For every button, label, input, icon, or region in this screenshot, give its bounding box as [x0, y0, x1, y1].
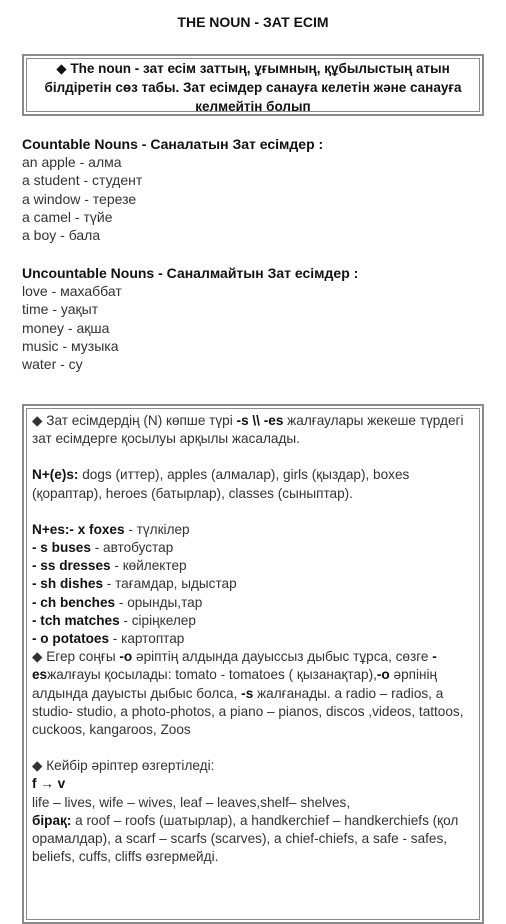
- o-rule: [32, 648, 474, 739]
- list-item: water - су: [22, 356, 83, 373]
- ending-text: - картоптар: [109, 631, 185, 647]
- intro-suffix: -s \\ -es: [236, 413, 284, 428]
- list-item: a window - терезе: [22, 190, 137, 207]
- ending-row: [32, 612, 474, 630]
- ending-row: [32, 594, 474, 612]
- ending-text: - орынды,тар: [115, 594, 203, 610]
- uncountable-section: [22, 264, 482, 373]
- o-rule-text: әріптің алдында дауыссыз дыбыс тұрса, сөзге: [132, 649, 433, 665]
- list-item: a boy - бала: [22, 227, 101, 244]
- ending-label: - ch benches: [32, 594, 116, 610]
- intro-text: ◆ Зат есімдердің (N) көпше түрі: [32, 413, 237, 428]
- list-item: music - музыка: [22, 337, 119, 354]
- o-rule-text: әрпінің алдында дауысты дыбыс болса,: [32, 667, 438, 701]
- o-rule-suffix: -о: [119, 649, 133, 665]
- ending-row: [32, 575, 474, 593]
- change-intro: ◆ Кейбір әріптер өзгертіледі:: [32, 758, 215, 774]
- list-item: a camel - түйе: [22, 208, 113, 225]
- but-rule: [32, 812, 474, 867]
- rule-x: [32, 521, 474, 539]
- change-rule: [32, 775, 474, 793]
- rule-label: N+es:- x foxes: [32, 521, 125, 537]
- ending-text: - тағамдар, ыдыстар: [103, 576, 237, 592]
- o-rule-suffix: -s: [241, 685, 254, 701]
- rule-text: dogs (иттер), apples (алмалар), girls (қыздар), boxes (қораптар), heroes (батырлар), classes (сыныптар).: [32, 467, 410, 501]
- o-rule-text: ◆ Егер соңғы: [32, 649, 120, 665]
- definition-text: ◆ The noun - зат есім заттың, ұғымның, құбылыстың атын білдіретін сөз табы. Зат есімдер санауға келетін және санауға келмейтін болып: [44, 61, 462, 114]
- but-label: бірақ:: [32, 812, 72, 828]
- change-examples: life – lives, wife – wives, leaf – leaves,shelf– shelves,: [32, 794, 351, 810]
- countable-section: [22, 135, 482, 244]
- ending-label: - o potatoes: [32, 631, 110, 647]
- o-rule-suffix: -es: [32, 649, 437, 683]
- ending-text: - автобустар: [90, 540, 174, 556]
- ending-label: - tch matches: [32, 612, 120, 628]
- list-item: love - махаббат: [22, 283, 122, 300]
- rule-text: - түлкілер: [124, 521, 190, 537]
- list-item: money - ақша: [22, 319, 110, 336]
- list-item: time - уақыт: [22, 301, 99, 318]
- change-rule-label: f → v: [32, 776, 66, 792]
- countable-heading: Countable Nouns - Саналатын Зат есімдер :: [22, 136, 324, 152]
- ending-text: - сіріңкелер: [119, 612, 196, 628]
- intro-text: жалғаулары жекеше түрдегі зат есімдерге қосылуы арқылы жасалады.: [32, 413, 464, 447]
- ending-row: [32, 557, 474, 575]
- ending-text: - көйлектер: [110, 558, 187, 574]
- ending-label: - sh dishes: [32, 576, 104, 592]
- list-item: a student - студент: [22, 172, 143, 189]
- list-item: an apple - алма: [22, 154, 122, 171]
- o-rule-suffix: -o: [376, 667, 390, 683]
- ending-row: [32, 539, 474, 557]
- page-title: THE NOUN - ЗАТ ЕСІМ: [177, 14, 329, 30]
- rule-label: N+(e)s:: [32, 467, 79, 483]
- ending-label: - s buses: [32, 540, 91, 556]
- uncountable-heading: Uncountable Nouns - Саналмайтын Зат есімдер :: [22, 265, 359, 281]
- plural-intro: [32, 412, 474, 448]
- definition-box: [22, 54, 484, 116]
- o-rule-text: жалғанады. a radio – radios, a studio- studio, a photo-photos, a piano – pianos, discos ,videos, tattoos, cuckoos, kangaroos, Zoos: [32, 685, 464, 738]
- rule-es: [32, 466, 474, 502]
- but-text: a roof – roofs (шатырлар), a handkerchief – handkerchiefs (қол орамалдар), a scarf – scarfs (scarves), a chief-chiefs, a safe - safes, beliefs, cuffs, cliffs өзгермейді.: [32, 812, 459, 865]
- o-rule-text: жалғауы қосылады: tomato - tomatoes ( қызанақтар),: [47, 667, 377, 683]
- ending-label: - ss dresses: [32, 558, 111, 574]
- ending-row: [32, 630, 474, 648]
- plural-rules-box: [22, 404, 484, 924]
